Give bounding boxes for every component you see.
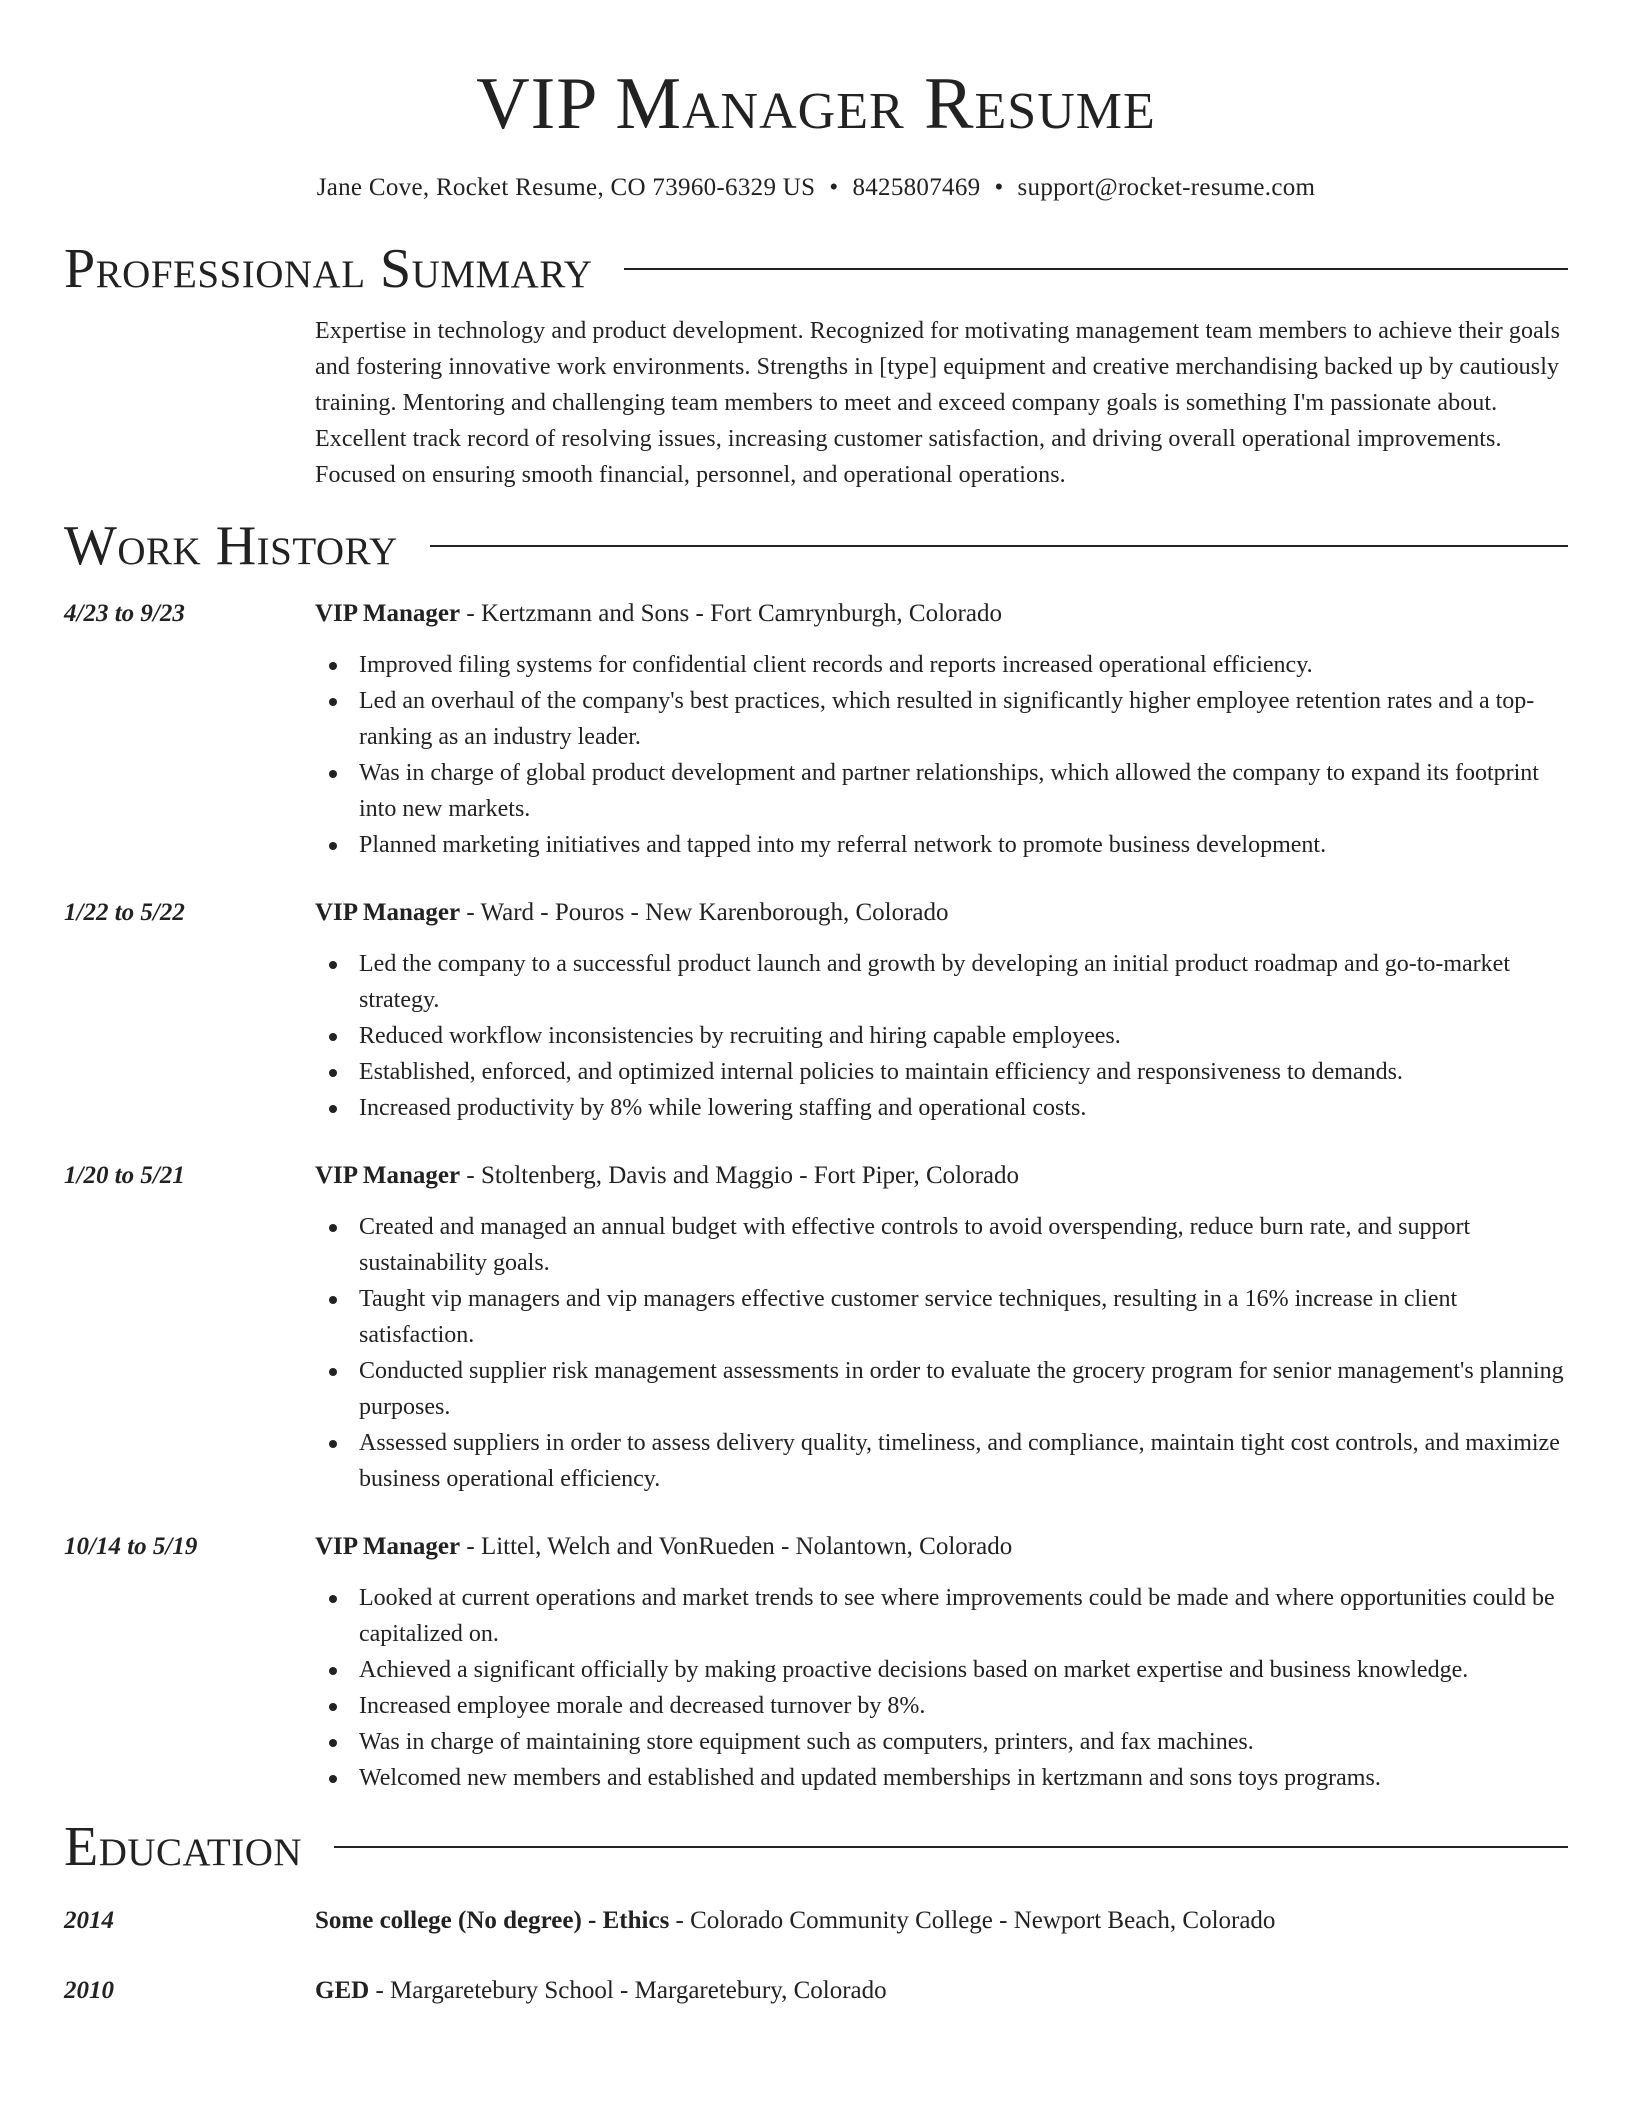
- work-entry-body: [315, 1159, 1568, 1497]
- contact-separator: •: [994, 174, 1004, 201]
- summary-heading: Professional Summary: [64, 238, 593, 300]
- work-entry-heading: [315, 896, 1568, 930]
- contact-email: support@rocket-resume.com: [1017, 174, 1316, 201]
- bullet-item: Led an overhaul of the company's best practices, which resulted in significantly higher employee retention rates and a top-ranking as an industry leader.: [315, 683, 1568, 755]
- work-entry-heading: [315, 597, 1568, 631]
- summary-section-header: [64, 238, 1568, 300]
- work-entry: [64, 597, 1568, 863]
- work-entry-dates: 1/22 to 5/22: [64, 899, 185, 926]
- work-entry: [64, 896, 1568, 1126]
- work-entry-body: [315, 896, 1568, 1126]
- work-entry: [64, 1530, 1568, 1796]
- bullet-item: Welcomed new members and established and updated memberships in kertzmann and sons toys programs.: [315, 1760, 1568, 1796]
- education-entry-degree: Some college (No degree) - Ethics: [315, 1907, 670, 1934]
- work-entry-role: VIP Manager: [315, 1533, 461, 1560]
- bullet-item: Planned marketing initiatives and tapped into my referral network to promote business development.: [315, 827, 1568, 863]
- education-entry-year: 2010: [64, 1977, 114, 2004]
- contact-separator: •: [829, 174, 839, 201]
- bullet-item: Improved filing systems for confidential client records and reports increased operational efficiency.: [315, 647, 1568, 683]
- bullet-item: Led the company to a successful product launch and growth by developing an initial product roadmap and go-to-market strategy.: [315, 946, 1568, 1018]
- work-entry-details: - Kertzmann and Sons - Fort Camrynburgh, Colorado: [460, 600, 1002, 627]
- education-entry-degree: GED: [315, 1977, 370, 2004]
- work-entry: [64, 1159, 1568, 1497]
- bullet-item: Assessed suppliers in order to assess delivery quality, timeliness, and compliance, maintain tight cost controls, and maximize business operational efficiency.: [315, 1425, 1568, 1497]
- education-entry: [64, 1904, 1568, 1938]
- bullet-item: Increased employee morale and decreased turnover by 8%.: [315, 1688, 1568, 1724]
- work-section-header: [64, 515, 1568, 577]
- education-section-header: [64, 1816, 1568, 1878]
- bullet-item: Created and managed an annual budget with effective controls to avoid overspending, reduce burn rate, and support sustainability goals.: [315, 1209, 1568, 1281]
- bullet-item: Was in charge of maintaining store equipment such as computers, printers, and fax machines.: [315, 1724, 1568, 1760]
- work-entry-bullets: [315, 647, 1568, 863]
- education-entry: [64, 1974, 1568, 2008]
- bullet-item: Taught vip managers and vip managers effective customer service techniques, resulting in a 16% increase in client satisfaction.: [315, 1281, 1568, 1353]
- work-entry-dates: 10/14 to 5/19: [64, 1533, 198, 1560]
- education-entry-details: - Colorado Community College - Newport Beach, Colorado: [669, 1907, 1276, 1934]
- education-entry-body: [315, 1904, 1568, 1938]
- section-divider: [334, 1846, 1568, 1848]
- bullet-item: Looked at current operations and market trends to see where improvements could be made and where opportunities could be capitalized on.: [315, 1580, 1568, 1652]
- bullet-item: Achieved a significant officially by making proactive decisions based on market expertise and business knowledge.: [315, 1652, 1568, 1688]
- work-entry-details: - Littel, Welch and VonRueden - Nolantown, Colorado: [460, 1533, 1013, 1560]
- work-entry-role: VIP Manager: [315, 600, 461, 627]
- education-entry-year: 2014: [64, 1907, 114, 1934]
- education-entry-heading: [315, 1904, 1568, 1938]
- contact-line: [64, 172, 1568, 204]
- work-entry-heading: [315, 1159, 1568, 1193]
- work-entry-dates: 1/20 to 5/21: [64, 1162, 185, 1189]
- contact-phone: 8425807469: [852, 174, 981, 201]
- work-entry-role: VIP Manager: [315, 899, 461, 926]
- summary-text: Expertise in technology and product development. Recognized for motivating management team members to achieve their goals and fostering innovative work environments. Strengths in [type] equipment and creative merchandising backed up by cautiously training. Mentoring and challenging team members to meet and exceed company goals is something I'm passionate about. Excellent track record of resolving issues, increasing customer satisfaction, and driving overall operational improvements. Focused on ensuring smooth financial, personnel, and operational operations.: [315, 318, 1561, 488]
- work-entry-role: VIP Manager: [315, 1162, 461, 1189]
- resume-page: [64, 0, 1568, 2008]
- work-entry-dates: 4/23 to 9/23: [64, 600, 185, 627]
- education-heading: Education: [64, 1816, 303, 1878]
- work-heading: Work History: [64, 515, 398, 577]
- bullet-item: Reduced workflow inconsistencies by recruiting and hiring capable employees.: [315, 1018, 1568, 1054]
- contact-address: Jane Cove, Rocket Resume, CO 73960-6329 US: [316, 174, 816, 201]
- education-entry-heading: [315, 1974, 1568, 2008]
- education-entry-details: - Margaretebury School - Margaretebury, Colorado: [369, 1977, 887, 2004]
- bullet-item: Established, enforced, and optimized internal policies to maintain efficiency and responsiveness to demands.: [315, 1054, 1568, 1090]
- work-entry-bullets: [315, 1580, 1568, 1796]
- work-entry-details: - Stoltenberg, Davis and Maggio - Fort Piper, Colorado: [460, 1162, 1020, 1189]
- work-entry-body: [315, 597, 1568, 863]
- work-entry-heading: [315, 1530, 1568, 1564]
- work-entry-details: - Ward - Pouros - New Karenborough, Colorado: [460, 899, 949, 926]
- education-entry-body: [315, 1974, 1568, 2008]
- work-entry-bullets: [315, 946, 1568, 1126]
- work-entry-bullets: [315, 1209, 1568, 1497]
- work-entry-body: [315, 1530, 1568, 1796]
- section-divider: [624, 268, 1568, 270]
- bullet-item: Was in charge of global product development and partner relationships, which allowed the company to expand its footprint into new markets.: [315, 755, 1568, 827]
- section-divider: [430, 545, 1568, 547]
- resume-title: VIP Manager Resume: [476, 63, 1156, 145]
- bullet-item: Conducted supplier risk management assessments in order to evaluate the grocery program for senior management's planning purposes.: [315, 1353, 1568, 1425]
- bullet-item: Increased productivity by 8% while lowering staffing and operational costs.: [315, 1090, 1568, 1126]
